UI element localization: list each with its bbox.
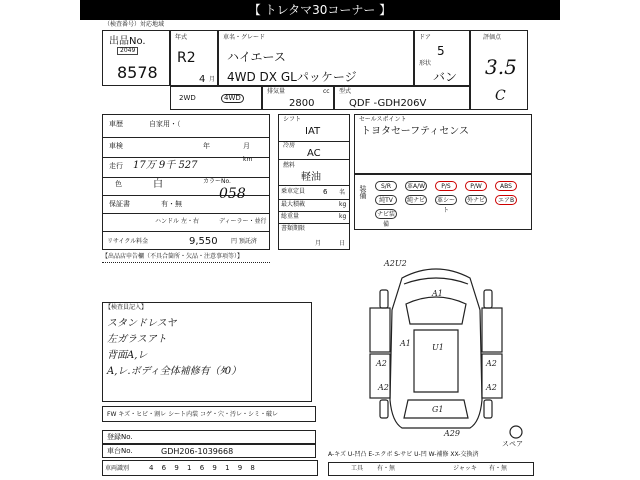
mark-6: G1 (432, 405, 444, 414)
diagram-legend: A-キズ U-凹凸 E-エクボ S-サビ U-凹 W-補修 XX-交換済 (328, 451, 479, 458)
tools-row (328, 462, 534, 476)
shift-value: IAT (305, 126, 321, 137)
expiry-label: 書類期限 (281, 225, 306, 232)
mark-4: U1 (432, 343, 444, 352)
mark-5: A2 (378, 383, 389, 392)
recycle-value: 9,550 (189, 236, 218, 247)
tire-fl (380, 290, 388, 308)
drive-2wd: 2WD (179, 94, 196, 102)
mark-7: A2 (486, 383, 497, 392)
mark-0: A1 (432, 289, 443, 298)
model-grade: 4WD DX GLパッケージ (227, 70, 357, 84)
mark-1: A1 (400, 339, 411, 348)
mileage-label: 走行 (109, 162, 123, 170)
doors-value: 5 (437, 44, 445, 58)
handle-label: ハンドル (155, 218, 180, 225)
jack-label: ジャッキ (453, 465, 477, 472)
tire-rl (380, 400, 388, 418)
tire-rr (484, 400, 492, 418)
fw-row-text: FW キズ・ヒビ・割レ シート内装 コゲ・穴・汚レ・シミ・破レ (107, 411, 278, 418)
inspector-note-1: スタンドレスヤ (107, 318, 177, 329)
mark-2: A2 (376, 359, 387, 368)
equipment-item: 革シート (436, 197, 455, 214)
mark-3: A2 (486, 359, 497, 368)
year-label: 年式 (175, 34, 188, 41)
aircon-value: AC (307, 148, 321, 159)
warranty-label: 保証書 (109, 200, 130, 208)
equipment-item: P/W (465, 181, 487, 191)
equipment-item: 純ナビ (406, 197, 425, 204)
tools-label: 工具 (351, 465, 364, 472)
lot-small: 2049 (117, 47, 138, 55)
spare-tire (510, 426, 522, 438)
displacement-value: 2800 (289, 98, 315, 109)
capacity-value: 6 (323, 188, 328, 196)
equipment-item: S/R (375, 181, 397, 191)
handle-value: 左・右 (181, 218, 200, 225)
load-unit: kg (339, 201, 347, 208)
model-name: ハイエース (227, 50, 286, 64)
color-no-label: カラーNo. (203, 178, 231, 185)
car-diagram (340, 250, 532, 450)
color-label: 色 (115, 180, 122, 188)
shape-value: バン (433, 70, 458, 84)
drive-box (170, 86, 262, 110)
inspector-note-2: 左ガラスアト (107, 334, 167, 345)
fw-row (102, 406, 316, 422)
interior-grade: C (495, 88, 506, 104)
top-label: （検査番号）対応地域 (104, 21, 165, 28)
spare-label: スペア (502, 440, 523, 448)
recycle-label: リサイクル料金 (107, 238, 149, 245)
tire-fr (484, 290, 492, 308)
disp-label: 排気量 (267, 88, 286, 95)
roof (414, 330, 458, 392)
model-label: 車名・グレード (223, 34, 266, 41)
score-box (470, 30, 528, 110)
serial-row (102, 460, 318, 476)
import-label: ディーラー・並行 (219, 218, 267, 225)
color-value: 白 (153, 179, 163, 190)
shape-label: 形状 (419, 60, 432, 67)
cc-unit: cc (323, 88, 330, 95)
equipment-item: 純TV (375, 195, 397, 205)
inspector-note-3: 背面A,レ (107, 350, 148, 361)
aircon-label: 冷房 (283, 142, 296, 149)
lot-label: 出品No. (109, 36, 146, 47)
fuel-value: 軽油 (301, 172, 321, 183)
corner-note: A2U2 (384, 259, 407, 268)
sales-label: セールスポイント (359, 116, 407, 123)
inspection-label: 車検 (109, 142, 123, 150)
equipment-item: ABS (495, 181, 517, 191)
lot-box (102, 30, 170, 86)
hood-outline (404, 278, 468, 284)
shift-label: シフト (283, 116, 302, 123)
mid-info (278, 114, 350, 250)
equipment-item: エアB (495, 195, 517, 205)
doors-label: ドア (419, 34, 431, 41)
inspection-year: 年 (203, 142, 210, 150)
doors-box (414, 30, 470, 86)
inspector-label: 【検査員記入】 (105, 304, 148, 311)
reg-label: 登録No. (107, 433, 133, 441)
expiry-month: 月 (315, 240, 322, 247)
model-code: QDF -GDH206V (349, 98, 427, 109)
type-label: 型式 (339, 88, 352, 95)
windshield (406, 297, 466, 324)
mileage-value: 17万 9千 527 (133, 160, 198, 171)
equipment-item: 外ナビ (466, 197, 485, 204)
equipment-item: P/S (435, 181, 457, 191)
year-box (170, 30, 218, 86)
chassis-row (102, 444, 316, 458)
year-month: 4 (199, 74, 206, 85)
equipment-label: 装備 (359, 185, 367, 199)
mileage-unit: km (243, 156, 253, 163)
color-no-value: 058 (219, 186, 246, 202)
displacement-box (262, 86, 334, 110)
model-box (218, 30, 414, 86)
left-door-front (370, 308, 390, 352)
serial-no: 4 6 9 1 6 9 1 9 8 (149, 464, 258, 472)
inspector-box (102, 302, 312, 402)
equipment-item: ナビ装備 (376, 211, 395, 228)
expiry-day: 日 (339, 240, 346, 247)
load-label: 最大積載 (281, 201, 306, 208)
year-era: R2 (177, 50, 196, 66)
serial-label: 車両識別 (105, 465, 130, 472)
reg-row (102, 430, 316, 444)
banner-title: 【 トレタマ30コーナー 】 (248, 3, 392, 17)
gross-unit: kg (339, 213, 347, 220)
capacity-label: 乗車定員 (281, 188, 306, 195)
chassis-label: 車台No. (107, 447, 133, 455)
capacity-unit: 名 (339, 189, 346, 196)
recycle-unit: 円 預託済 (231, 238, 257, 245)
banner (80, 0, 560, 20)
fuel-label: 燃料 (283, 162, 296, 169)
history-value: 自家用・（ (149, 120, 181, 128)
sales-text: トヨタセーフティセンス (361, 126, 469, 137)
tools-value: 有・無 (377, 465, 396, 472)
left-info (102, 114, 270, 250)
score-value: 3.5 (485, 55, 517, 79)
notes-label: 【出品店申告欄（不具合箇所・欠品・注意事項等）】 (102, 253, 244, 260)
right-door-front (482, 308, 502, 352)
jack-value: 有・無 (489, 465, 508, 472)
sales-box (354, 114, 532, 174)
inspection-month: 月 (243, 142, 250, 150)
warranty-value: 有・無 (161, 200, 182, 208)
equipment-box (354, 174, 532, 230)
lot-number: 8578 (117, 63, 158, 82)
inspector-note-4: A,レ.ボディ全体補修有（ﾀ0） (107, 366, 242, 377)
month-unit: 月 (209, 76, 216, 83)
drive-4wd: 4WD (221, 94, 244, 103)
mark-8: A29 (444, 429, 460, 438)
type-box (334, 86, 470, 110)
score-label: 評価点 (483, 34, 502, 41)
chassis-no: GDH206-1039668 (161, 447, 234, 456)
equipment-item: 革A/W (406, 183, 426, 190)
gross-label: 総重量 (281, 213, 300, 220)
history-label: 車歴 (109, 120, 123, 128)
